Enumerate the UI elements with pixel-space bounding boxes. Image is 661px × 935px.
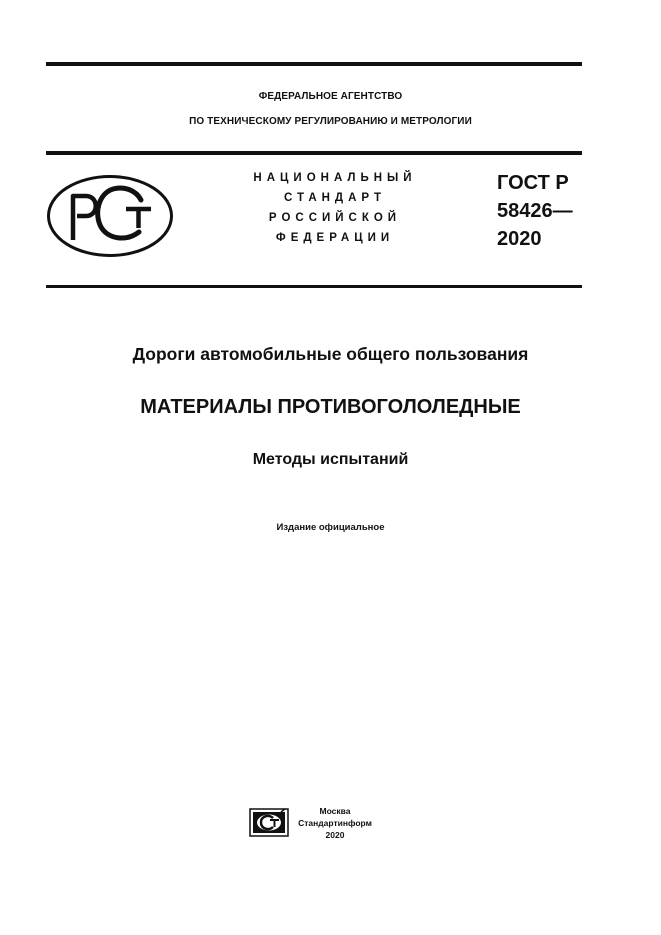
standard-type-line-2: СТАНДАРТ [284,192,386,204]
publisher-name: Стандартинформ [298,818,372,828]
standard-type-line-4: ФЕДЕРАЦИИ [275,232,395,244]
agency-name-line-2: ПО ТЕХНИЧЕСКОМУ РЕГУЛИРОВАНИЮ И МЕТРОЛОГИИ [189,116,472,127]
document-title: МАТЕРИАЛЫ ПРОТИВОГОЛОЛЕДНЫЕ [140,396,521,418]
document-subtitle: Методы испытаний [252,451,409,468]
designation-line-3: 2020 [497,228,542,250]
standard-type-line-3: РОССИЙСКОЙ [268,212,402,224]
top-rule [46,62,582,66]
title-block-rule [46,285,582,288]
designation-line-1: ГОСТ Р [497,172,569,194]
rst-certification-mark-icon [46,174,174,258]
edition-label: Издание официальное [276,522,385,533]
designation-line-2: 58426— [497,200,573,222]
standard-type-line-1: НАЦИОНАЛЬНЫЙ [253,172,417,184]
standartinform-logo-icon [249,808,289,837]
agency-name-line-1: ФЕДЕРАЛЬНОЕ АГЕНТСТВО [258,91,403,102]
publisher-year: 2020 [325,830,345,840]
publisher-city: Москва [319,806,351,816]
document-category: Дороги автомобильные общего пользования [132,344,529,364]
header-rule [46,151,582,155]
